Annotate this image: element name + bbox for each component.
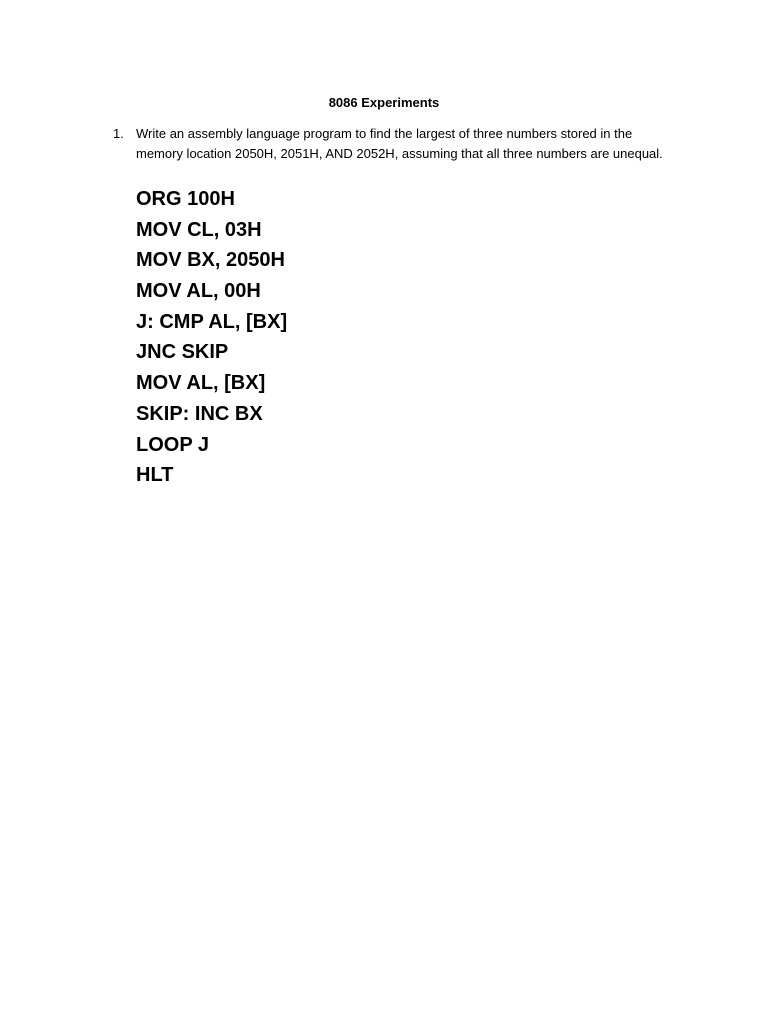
code-line: HLT <box>136 464 174 487</box>
document-title: 8086 Experiments <box>328 95 440 110</box>
code-line: J: CMP AL, [BX] <box>136 310 288 333</box>
question-item <box>113 124 678 164</box>
code-line: MOV BX, 2050H <box>136 249 285 272</box>
code-line: JNC SKIP <box>136 341 229 364</box>
code-line: MOV AL, 00H <box>136 280 261 303</box>
code-line: MOV CL, 03H <box>136 218 262 241</box>
question-text: Write an assembly language program to find the largest of three numbers stored in the memory location 2050H, 2051H, AND 2052H, assuming that all three numbers are unequal. <box>136 126 663 161</box>
code-line: ORG 100H <box>136 188 235 210</box>
code-line: LOOP J <box>136 433 209 456</box>
assembly-code-block <box>136 184 636 491</box>
code-line: MOV AL, [BX] <box>136 372 266 395</box>
code-line: SKIP: INC BX <box>136 402 263 425</box>
question-number: 1. <box>113 126 124 141</box>
